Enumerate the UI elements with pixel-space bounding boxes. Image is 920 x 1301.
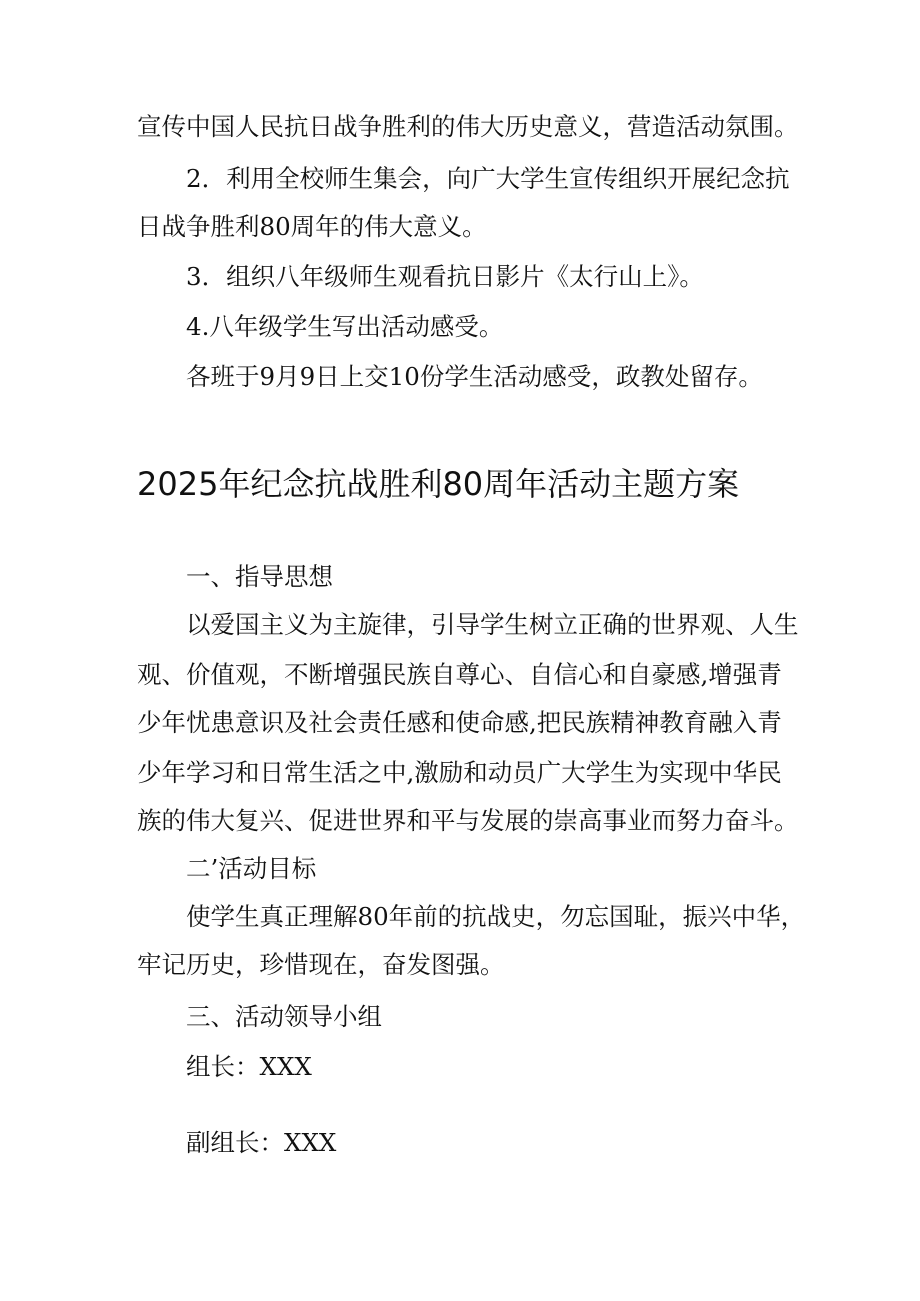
section2-line-1: 使学生真正理解80年前的抗战史，勿忘国耻，振兴中华， xyxy=(186,902,806,931)
intro-item-4: 4.八年级学生写出活动感受。 xyxy=(186,312,504,341)
section1-heading: 一、指导思想 xyxy=(186,562,333,591)
section3-heading: 三、活动领导小组 xyxy=(186,1002,382,1031)
intro-item-3: 3．组织八年级师生观看抗日影片《太行山上》。 xyxy=(186,262,704,291)
intro-item-2: 2．利用全校师生集会，向广大学生宣传组织开展纪念抗 xyxy=(186,164,790,193)
intro-item-2-cont: 日战争胜利80周年的伟大意义。 xyxy=(137,212,487,241)
section1-line-5: 族的伟大复兴、促进世界和平与发展的崇高事业而努力奋斗。 xyxy=(137,806,799,835)
section2-line-2: 牢记历史，珍惜现在，奋发图强。 xyxy=(137,950,505,979)
section2-heading: 二’活动目标 xyxy=(186,854,317,883)
intro-line-1: 宣传中国人民抗日战争胜利的伟大历史意义，营造活动氛围。 xyxy=(137,112,799,141)
group-leader-line: 组长：XXX xyxy=(186,1052,312,1081)
deputy-leader-line: 副组长：XXX xyxy=(186,1128,337,1157)
section1-line-3: 少年忧患意识及社会责任感和使命感,把民族精神教育融入青 xyxy=(137,708,782,737)
intro-note: 各班于9月9日上交10份学生活动感受，政教处留存。 xyxy=(186,362,763,391)
section1-line-4: 少年学习和日常生活之中,激励和动员广大学生为实现中华民 xyxy=(137,758,782,787)
section1-line-2: 观、价值观，不断增强民族自尊心、自信心和自豪感,增强青 xyxy=(137,660,782,689)
document-title: 2025年纪念抗战胜利80周年活动主题方案 xyxy=(137,465,740,503)
section1-line-1: 以爱国主义为主旋律，引导学生树立正确的世界观、人生 xyxy=(186,610,799,639)
